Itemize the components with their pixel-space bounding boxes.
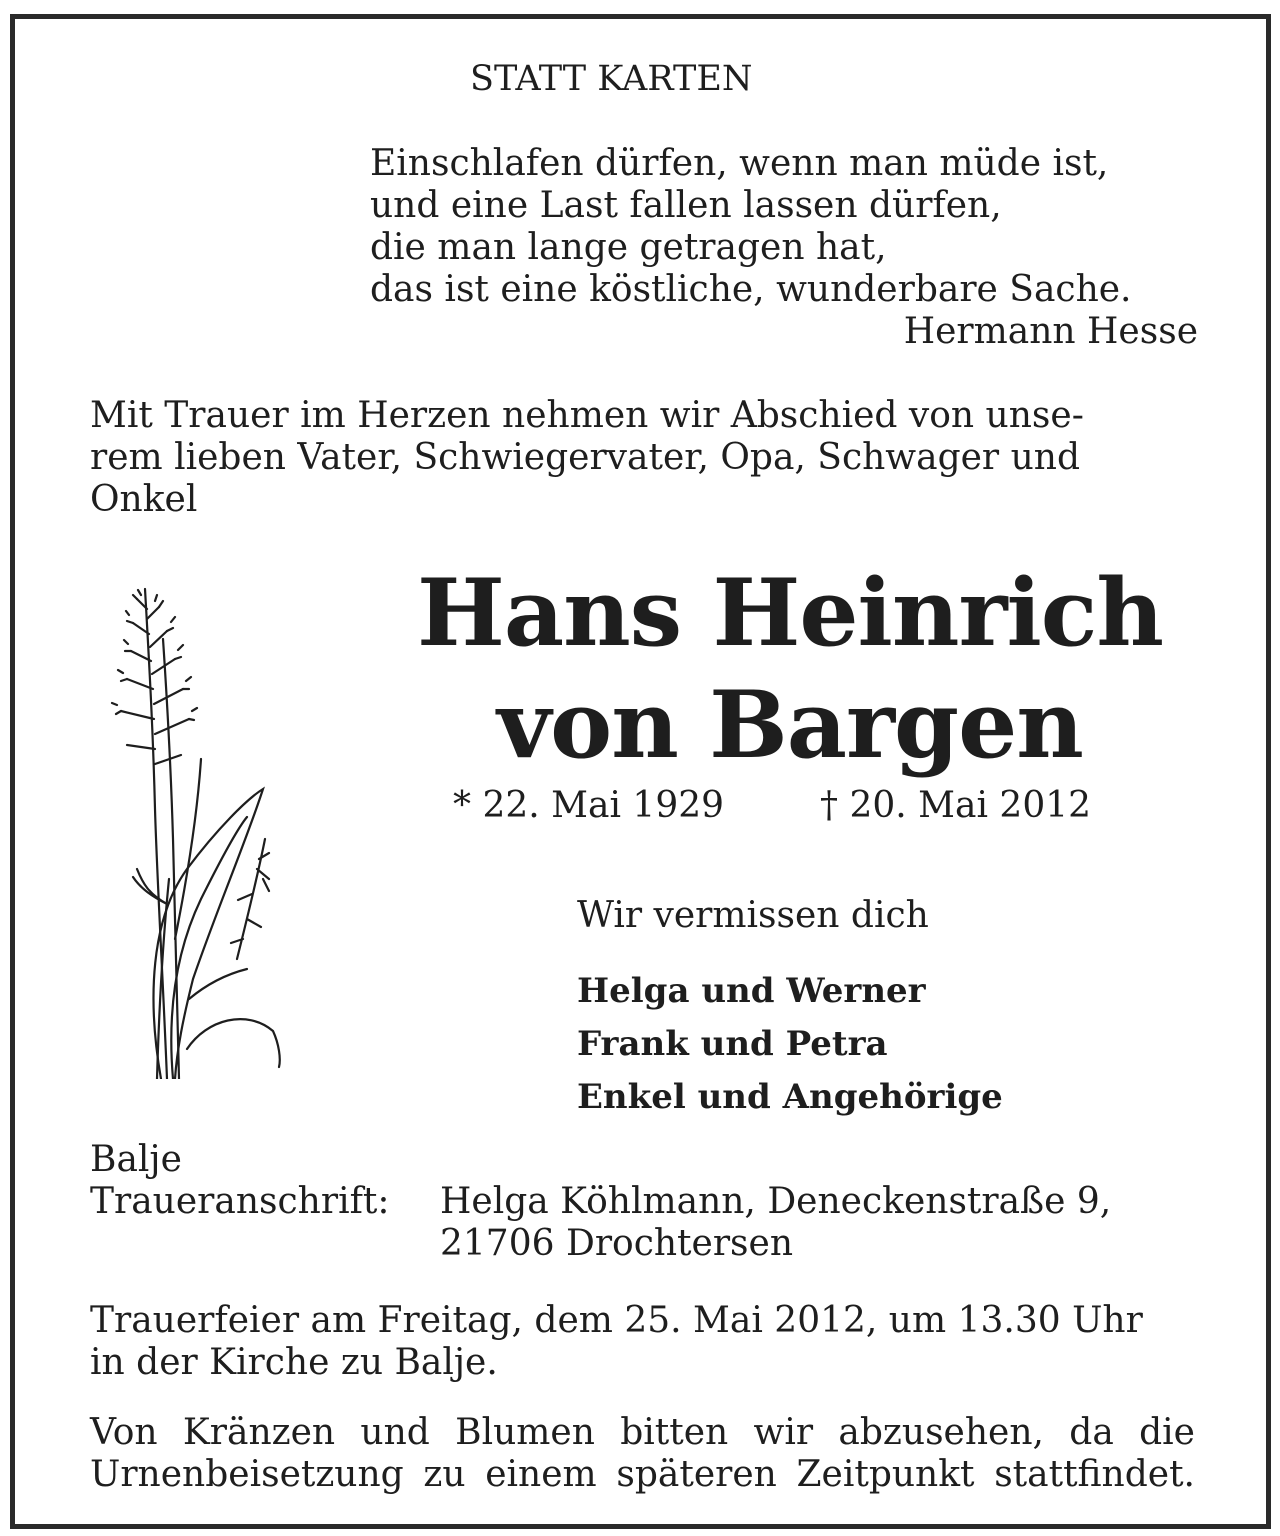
signers — [577, 965, 1003, 1124]
signer: Frank und Petra — [577, 1024, 888, 1064]
farewell-text: Wir vermissen dich — [577, 895, 929, 936]
intro-text — [90, 395, 1190, 521]
intro-line: Onkel — [90, 479, 198, 520]
deceased-name-line2: von Bargen — [497, 670, 1083, 779]
grass-blade — [154, 789, 263, 1079]
grass-blade — [171, 817, 247, 1079]
poem-line: die man lange getragen hat, — [370, 227, 887, 268]
deceased-name-line1: Hans Heinrich — [416, 558, 1164, 667]
address-value — [440, 1181, 1111, 1265]
intro-line: rem lieben Vater, Schwiegervater, Opa, Schwager und — [90, 437, 1080, 478]
note-line: Urnenbeisetzung zu einem späteren Zeitpunkt stattfindet. — [90, 1454, 1195, 1495]
grass-stem — [163, 639, 179, 1079]
header-statt-karten: STATT KARTEN — [470, 59, 753, 99]
grass-blade — [133, 869, 167, 904]
poem — [370, 143, 1132, 311]
service-info — [90, 1300, 1143, 1384]
flower-note — [90, 1412, 1195, 1496]
poem-line: das ist eine köstliche, wunderbare Sache. — [370, 269, 1132, 310]
service-line: in der Kirche zu Balje. — [90, 1342, 498, 1383]
grass-branch — [231, 839, 269, 959]
birth-date: * 22. Mai 1929 — [453, 785, 725, 826]
signer: Helga und Werner — [577, 971, 926, 1011]
grass-icon — [97, 579, 297, 1079]
poem-author: Hermann Hesse — [903, 311, 1198, 352]
service-line: Trauerfeier am Freitag, dem 25. Mai 2012, um 13.30 Uhr — [90, 1300, 1143, 1341]
place: Balje — [90, 1139, 182, 1180]
grass-branch — [121, 599, 189, 764]
death-date: † 20. Mai 2012 — [820, 785, 1092, 826]
intro-line: Mit Trauer im Herzen nehmen wir Abschied von unse- — [90, 395, 1084, 436]
grass-blade — [175, 759, 201, 939]
address-line: Helga Köhlmann, Deneckenstraße 9, — [440, 1181, 1112, 1222]
address-label: Traueranschrift: — [90, 1181, 390, 1222]
deceased-name — [275, 557, 1280, 781]
grass-blade — [187, 1019, 280, 1067]
poem-line: Einschlafen dürfen, wenn man müde ist, — [370, 143, 1109, 184]
poem-line: und eine Last fallen lassen dürfen, — [370, 185, 1002, 226]
address-line: 21706 Drochtersen — [440, 1223, 794, 1264]
grass-blade — [189, 969, 247, 999]
grass-spikelets — [112, 590, 197, 720]
obituary-card — [10, 14, 1271, 1529]
note-line: Von Kränzen und Blumen bitten wir abzusehen, da die — [90, 1412, 1195, 1453]
signer: Enkel und Angehörige — [577, 1077, 1003, 1117]
